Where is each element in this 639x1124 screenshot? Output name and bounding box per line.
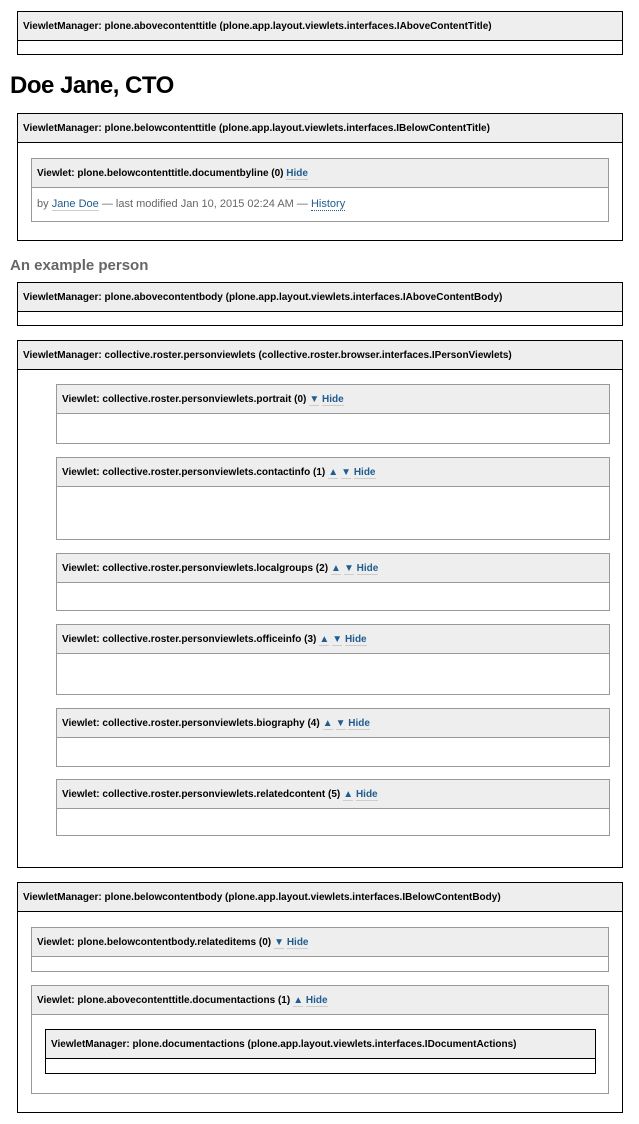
manager-belowcontentbody <box>17 882 623 1113</box>
hide-link[interactable]: Hide <box>348 718 370 729</box>
viewlet-title: Viewlet: collective.roster.personviewlets.portrait (0) <box>62 394 307 405</box>
hide-link[interactable]: Hide <box>344 634 367 645</box>
viewlet-title: Viewlet: collective.roster.personviewlets.officeinfo (3) <box>62 634 317 645</box>
move-down-button[interactable]: ▼ <box>332 634 343 645</box>
manager-header: ViewletManager: plone.belowcontenttitle (plone.app.layout.viewlets.interfaces.IBelowContentTitle) <box>18 114 622 143</box>
hide-link[interactable]: Hide <box>355 789 378 800</box>
manager-header: ViewletManager: collective.roster.personviewlets (collective.roster.browser.interfaces.IPersonViewlets) <box>18 341 622 370</box>
hide-link[interactable]: Hide <box>356 563 379 574</box>
viewlet-title: Viewlet: collective.roster.personviewlets.localgroups (2) <box>62 563 329 574</box>
manager-header: ViewletManager: plone.documentactions (plone.app.layout.viewlets.interfaces.IDocumentActions) <box>46 1030 595 1059</box>
viewlet-title: Viewlet: plone.belowcontentbody.relateditems (0) <box>37 937 272 948</box>
move-up-button[interactable]: ▲ <box>331 563 341 574</box>
move-up-button[interactable]: ▲ <box>322 718 333 729</box>
page-title: Doe Jane, CTO <box>10 72 174 99</box>
viewlet-documentactions <box>31 985 609 1094</box>
move-down-button[interactable]: ▼ <box>341 467 352 478</box>
viewlet-header <box>32 986 608 1015</box>
viewlet-officeinfo <box>56 624 610 695</box>
viewlet-title: Viewlet: collective.roster.personviewlets.relatedcontent (5) <box>62 789 341 800</box>
viewlet-localgroups <box>56 553 610 611</box>
viewlet-portrait <box>56 384 610 444</box>
move-up-button[interactable]: ▲ <box>328 467 339 478</box>
hide-link[interactable]: Hide <box>305 995 328 1006</box>
move-down-button[interactable]: ▼ <box>274 937 285 948</box>
viewlet-header <box>57 554 609 583</box>
manager-personviewlets <box>17 340 623 868</box>
move-down-button[interactable]: ▼ <box>309 394 320 405</box>
viewlet-relatedcontent <box>56 779 610 836</box>
history-link[interactable]: History <box>310 198 346 210</box>
move-down-button[interactable]: ▼ <box>343 563 354 574</box>
move-up-button[interactable]: ▲ <box>319 634 330 645</box>
hide-link[interactable]: Hide <box>286 937 309 948</box>
viewlet-header <box>57 709 609 738</box>
viewlet-title: Viewlet: plone.belowcontenttitle.documentbyline (0) <box>37 168 284 179</box>
viewlet-title: Viewlet: plone.abovecontenttitle.documentactions (1) <box>37 995 291 1006</box>
manager-header: ViewletManager: plone.abovecontentbody (plone.app.layout.viewlets.interfaces.IAboveContentBody) <box>18 283 622 312</box>
manager-documentactions <box>45 1029 596 1074</box>
author-link[interactable]: Jane Doe <box>51 198 99 210</box>
viewlet-header <box>57 385 609 414</box>
viewlet-relateditems <box>31 927 609 972</box>
viewlet-header <box>57 625 609 654</box>
hide-link[interactable]: Hide <box>286 168 308 179</box>
viewlet-header <box>32 159 608 188</box>
hide-link[interactable]: Hide <box>353 467 376 478</box>
manager-header: ViewletManager: plone.belowcontentbody (plone.app.layout.viewlets.interfaces.IBelowContentBody) <box>18 883 622 912</box>
manager-header: ViewletManager: plone.abovecontenttitle (plone.app.layout.viewlets.interfaces.IAboveContentTitle) <box>18 12 622 41</box>
manager-abovecontentbody <box>17 282 623 326</box>
byline-by: by <box>37 198 49 210</box>
viewlet-documentbyline <box>31 158 609 222</box>
move-up-button[interactable]: ▲ <box>343 789 354 800</box>
viewlet-header <box>57 458 609 487</box>
hide-link[interactable]: Hide <box>322 394 344 405</box>
move-up-button[interactable]: ▲ <box>293 995 304 1006</box>
viewlet-title: Viewlet: collective.roster.personviewlets.contactinfo (1) <box>62 467 326 478</box>
viewlet-header <box>32 928 608 957</box>
page-description: An example person <box>10 257 149 274</box>
viewlet-contactinfo <box>56 457 610 540</box>
move-down-button[interactable]: ▼ <box>335 718 346 729</box>
byline-modified: — last modified Jan 10, 2015 02:24 AM — <box>101 198 308 210</box>
manager-belowcontenttitle <box>17 113 623 241</box>
viewlet-title: Viewlet: collective.roster.personviewlets.biography (4) <box>62 718 320 729</box>
manager-abovecontenttitle <box>17 11 623 55</box>
document-byline <box>32 188 608 220</box>
viewlet-biography <box>56 708 610 767</box>
viewlet-header <box>57 780 609 809</box>
